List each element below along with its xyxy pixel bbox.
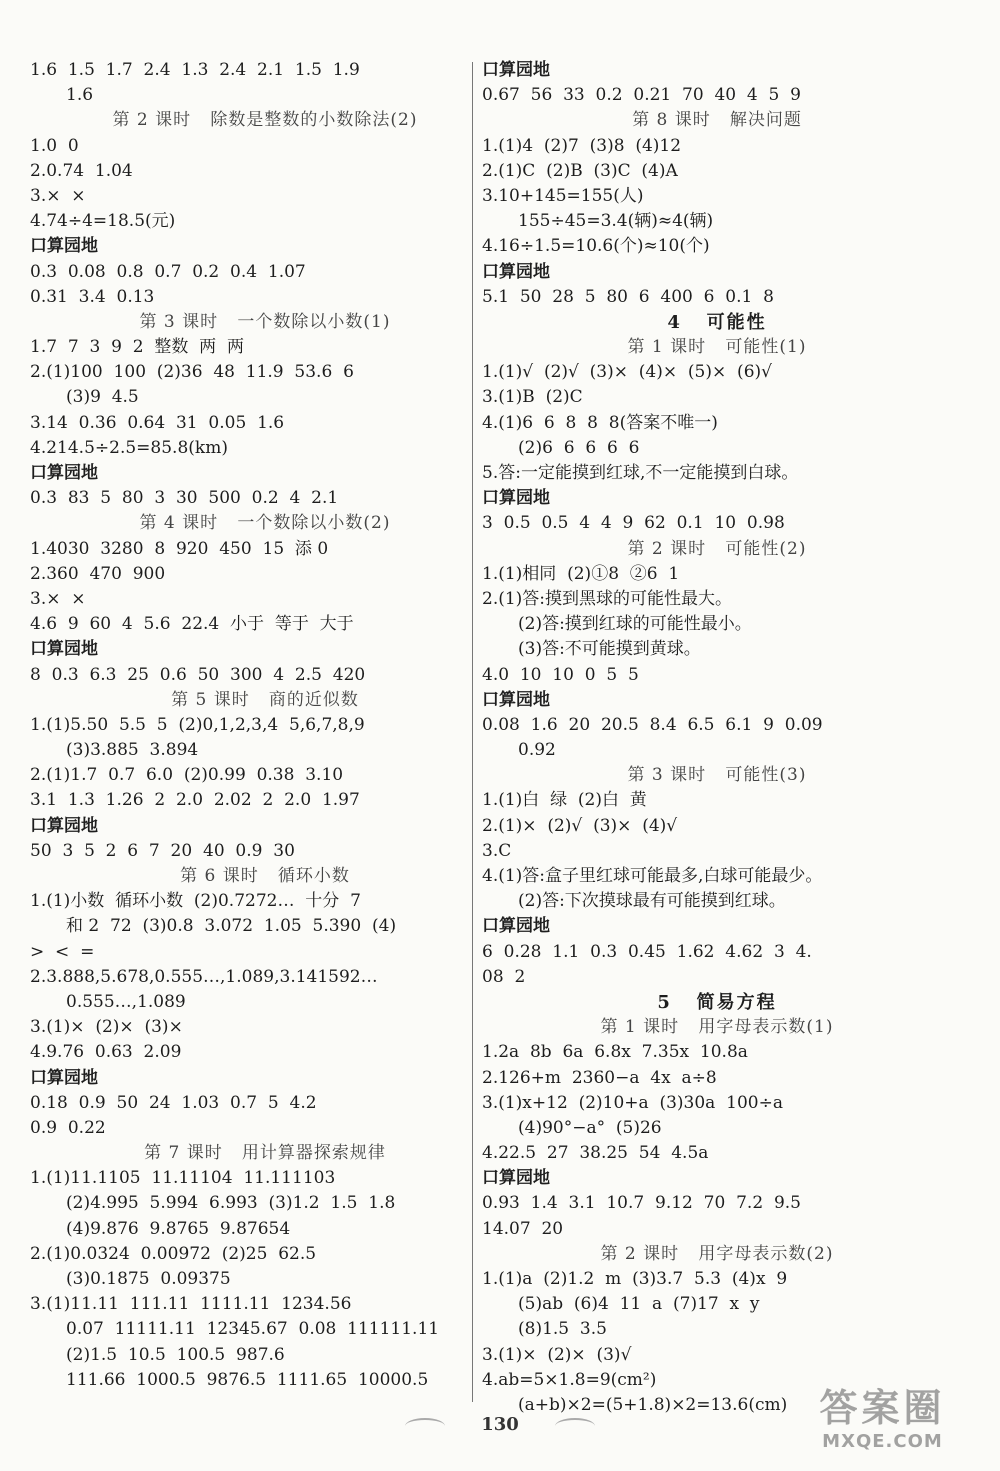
lesson-heading: 第 2 课时 可能性(2) (627, 538, 807, 559)
answer-line: 3.14 0.36 0.64 31 0.05 1.6 (30, 412, 285, 433)
answer-line: 4.9.76 0.63 2.09 (30, 1042, 182, 1063)
section-label: 口算园地 (30, 463, 98, 483)
page-number: 130 (481, 1414, 519, 1435)
answer-line: 3.(1)× (2)× (3)√ (482, 1344, 632, 1365)
answer-line: 3 0.5 0.5 4 4 9 62 0.1 10 0.98 (482, 513, 785, 534)
answer-line: 4.(1)6 6 8 8 8(答案不唯一) (482, 412, 718, 433)
answer-line: (2)6 6 6 6 6 (518, 437, 640, 458)
lesson-heading: 第 6 课时 循环小数 (180, 866, 350, 886)
answer-line: 4.(1)答:盒子里红球可能最多,白球可能最少。 (482, 866, 823, 886)
answer-line: 0.92 (518, 740, 556, 761)
page-ornament-left (405, 1418, 445, 1434)
answer-line: (3)0.1875 0.09375 (66, 1269, 231, 1289)
answer-line: 1.(1)小数 循环小数 (2)0.7272… 十分 7 (30, 891, 361, 912)
answer-line: (8)1.5 3.5 (518, 1319, 607, 1340)
answer-line: 14.07 20 (482, 1218, 564, 1239)
answer-line: 4.ab=5×1.8=9(cm²) (482, 1369, 657, 1390)
answer-line: 0.08 1.6 20 20.5 8.4 6.5 6.1 9 0.09 (482, 714, 823, 735)
answer-line: 2.126+m 2360−a 4x a÷8 (482, 1067, 717, 1088)
answer-line: 3.× × (30, 588, 86, 609)
answer-line: 0.9 0.22 (30, 1117, 106, 1138)
answer-line: 3.(1)11.11 111.11 1111.11 1234.56 (30, 1294, 352, 1315)
answer-line: 5.1 50 28 5 80 6 400 6 0.1 8 (482, 286, 774, 307)
watermark-text: 答案圈 (819, 1386, 946, 1430)
answer-line: 3.(1)× (2)× (3)× (30, 1017, 183, 1038)
answer-line: 1.0 0 (30, 135, 79, 156)
answer-line: 5.答:一定能摸到红球,不一定能摸到白球。 (482, 463, 799, 483)
column-divider (472, 62, 473, 1402)
answer-line: (3)答:不可能摸到黄球。 (518, 639, 701, 660)
answer-line: 08 2 (482, 966, 526, 987)
answer-line: 2.(1)0.0324 0.00972 (2)25 62.5 (30, 1243, 317, 1264)
answer-line: 4.214.5÷2.5=85.8(km) (30, 437, 228, 458)
answer-line: 0.31 3.4 0.13 (30, 286, 155, 307)
lesson-heading: 第 2 课时 除数是整数的小数除法(2) (112, 110, 418, 131)
answer-line: 0.18 0.9 50 24 1.03 0.7 5 4.2 (30, 1092, 317, 1113)
answer-line: 3.10+145=155(人) (482, 185, 644, 206)
answer-line: 1.(1)11.1105 11.11104 11.111103 (30, 1168, 336, 1189)
answer-line: 6 0.28 1.1 0.3 0.45 1.62 4.62 3 4. (482, 941, 812, 962)
answer-line: (4)90°−a° (5)26 (518, 1117, 662, 1138)
answer-line: (5)ab (6)4 11 a (7)17 x y (518, 1294, 760, 1315)
answer-line: 8 0.3 6.3 25 0.6 50 300 4 2.5 420 (30, 664, 366, 685)
answer-line: 2.(1)答:摸到黑球的可能性最大。 (482, 588, 733, 609)
answer-line: (3)3.885 3.894 (66, 740, 199, 761)
answer-line: 4.22.5 27 38.25 54 4.5a (482, 1143, 709, 1164)
answer-line: 2.(1)100 100 (2)36 48 11.9 53.6 6 (30, 362, 354, 383)
lesson-heading: 第 1 课时 可能性(1) (627, 337, 807, 358)
answer-line: 1.(1)5.50 5.5 5 (2)0,1,2,3,4 5,6,7,8,9 (30, 714, 365, 735)
answer-line: 0.07 11111.11 12345.67 0.08 111111.11 (66, 1319, 440, 1340)
answer-line: 2.3.888,5.678,0.555…,1.089,3.141592… (30, 966, 378, 987)
answer-line: 3.× × (30, 185, 86, 206)
answer-line: 2.(1)C (2)B (3)C (4)A (482, 160, 678, 181)
answer-line: 0.93 1.4 3.1 10.7 9.12 70 7.2 9.5 (482, 1193, 801, 1214)
watermark-logo (775, 1385, 990, 1465)
answer-line: 4.0 10 10 0 5 5 (482, 664, 639, 685)
right-column (482, 58, 952, 1418)
answer-line: 111.66 1000.5 9876.5 1111.65 10000.5 (66, 1369, 429, 1390)
answer-line: 3.(1)x+12 (2)10+a (3)30a 100÷a (482, 1092, 783, 1113)
lesson-heading: 第 7 课时 用计算器探索规律 (144, 1143, 386, 1164)
answer-line: 0.67 56 33 0.2 0.21 70 40 4 5 9 (482, 85, 801, 106)
answer-line: (a+b)×2=(5+1.8)×2=13.6(cm) (518, 1394, 788, 1415)
section-label: 口算园地 (482, 689, 550, 710)
answer-line: 0.555…,1.089 (66, 991, 186, 1012)
answer-line: 0.3 83 5 80 3 30 500 0.2 4 2.1 (30, 488, 339, 509)
section-label: 口算园地 (30, 236, 98, 257)
section-label: 口算园地 (482, 488, 550, 509)
lesson-heading: 第 4 课时 一个数除以小数(2) (139, 513, 391, 534)
answer-line: 3.(1)B (2)C (482, 387, 583, 408)
answer-line: 4.74÷4=18.5(元) (30, 211, 176, 232)
answer-line: 1.4030 3280 8 920 450 15 添 0 (30, 538, 329, 559)
answer-line: 2.360 470 900 (30, 563, 166, 584)
answer-line: 3.C (482, 840, 512, 861)
section-label: 口算园地 (30, 815, 98, 836)
lesson-heading: 第 8 课时 解决问题 (632, 110, 802, 131)
answer-line: 2.0.74 1.04 (30, 160, 133, 181)
unit-heading: 5 简易方程 (657, 991, 777, 1013)
answer-line: 50 3 5 2 6 7 20 40 0.9 30 (30, 840, 295, 861)
answer-line: 3.1 1.3 1.26 2 2.0 2.02 2 2.0 1.97 (30, 790, 360, 811)
answer-line: 1.6 1.5 1.7 2.4 1.3 2.4 2.1 1.5 1.9 (30, 60, 360, 80)
lesson-heading: 第 3 课时 可能性(3) (627, 765, 807, 786)
answer-line: (3)9 4.5 (66, 387, 139, 408)
answer-line: 4.6 9 60 4 5.6 22.4 小于 等于 大于 (30, 614, 354, 635)
lesson-heading: 第 3 课时 一个数除以小数(1) (139, 311, 391, 332)
answer-line: > < = (30, 941, 95, 962)
answer-line: 和 2 72 (3)0.8 3.072 1.05 5.390 (4) (66, 916, 397, 937)
answer-line: 4.16÷1.5=10.6(个)≈10(个) (482, 236, 710, 257)
watermark-url: MXQE.COM (822, 1431, 943, 1452)
lesson-heading: 第 1 课时 用字母表示数(1) (600, 1017, 834, 1038)
unit-heading: 4 可能性 (667, 311, 767, 333)
answer-line: 1.(1)a (2)1.2 m (3)3.7 5.3 (4)x 9 (482, 1269, 788, 1289)
answer-line: 1.(1)白 绿 (2)白 黄 (482, 790, 647, 811)
answer-line: (4)9.876 9.8765 9.87654 (66, 1218, 291, 1239)
answer-line: 155÷45=3.4(辆)≈4(辆) (518, 211, 714, 232)
answer-line: (2)1.5 10.5 100.5 987.6 (66, 1344, 285, 1365)
section-label: 口算园地 (482, 1168, 550, 1189)
section-label: 口算园地 (482, 916, 550, 937)
lesson-heading: 第 2 课时 用字母表示数(2) (600, 1243, 834, 1264)
answer-line: 2.(1)1.7 0.7 6.0 (2)0.99 0.38 3.10 (30, 765, 344, 786)
section-label: 口算园地 (30, 1067, 98, 1088)
answer-line: 0.3 0.08 0.8 0.7 0.2 0.4 1.07 (30, 261, 306, 282)
lesson-heading: 第 5 课时 商的近似数 (171, 689, 359, 710)
answer-line: 1.(1)√ (2)√ (3)× (4)× (5)× (6)√ (482, 362, 772, 383)
answer-line: 2.(1)× (2)√ (3)× (4)√ (482, 815, 678, 836)
left-column (30, 58, 500, 1393)
answer-line: (2)4.995 5.994 6.993 (3)1.2 1.5 1.8 (66, 1193, 396, 1214)
answer-line: 1.(1)相同 (2)①8 ②6 1 (482, 563, 680, 584)
answer-line: 1.7 7 3 9 2 整数 两 两 (30, 337, 244, 358)
section-label: 口算园地 (482, 261, 550, 282)
section-label: 口算园地 (482, 60, 550, 80)
answer-line: (2)答:摸到红球的可能性最小。 (518, 614, 752, 635)
section-label: 口算园地 (30, 639, 98, 660)
answer-line: 1.6 (66, 85, 94, 106)
answer-line: 1.(1)4 (2)7 (3)8 (4)12 (482, 135, 682, 156)
answer-line: 1.2a 8b 6a 6.8x 7.35x 10.8a (482, 1042, 748, 1063)
answer-line: (2)答:下次摸球最有可能摸到红球。 (518, 891, 786, 912)
page-ornament-right (555, 1418, 595, 1434)
